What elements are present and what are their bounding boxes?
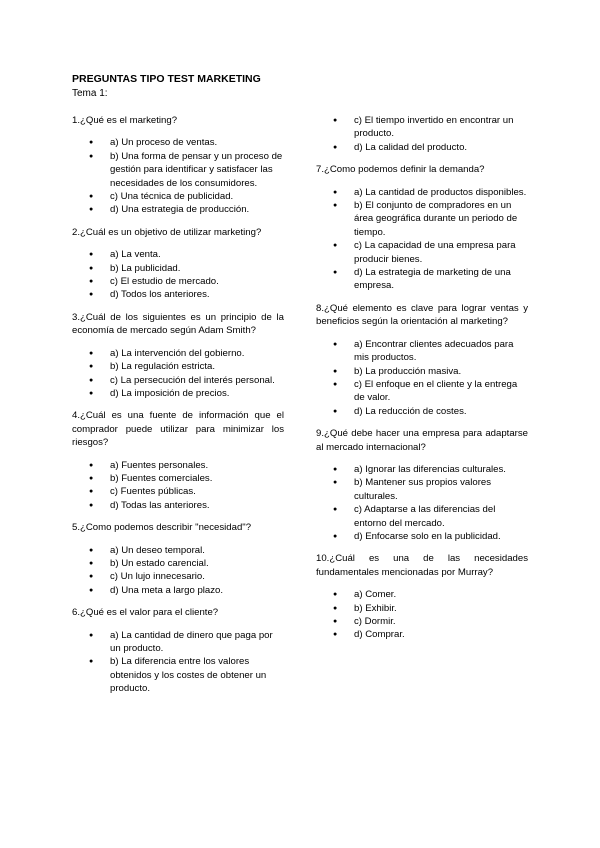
question-9-options [316,463,528,543]
question-2-options [72,248,284,302]
question-4: 4.¿Cuál es una fuente de información que el comprador puede utilizar para minimizar los riesgos? [72,410,284,449]
option: ● c) Fuentes públicas. [72,485,284,498]
question-10: 10.¿Cuál es una de las necesidades fundamentales mencionadas por Murray? [316,553,528,578]
option: ● a) La cantidad de dinero que paga por un producto. [72,629,284,656]
question-6: 6.¿Qué es el valor para el cliente? [72,607,219,619]
right-column [316,114,528,651]
question-6-options-continued [316,114,528,154]
option: ● c) El tiempo invertido en encontrar un producto. [316,114,528,141]
question-4-options [72,459,284,513]
page-title: PREGUNTAS TIPO TEST MARKETING [72,73,261,85]
option: ● d) Enfocarse solo en la publicidad. [316,530,528,543]
question-1-options [72,136,284,216]
option: ● d) Una meta a largo plazo. [72,584,284,597]
option: ● c) El enfoque en el cliente y la entrega de valor. [316,378,528,405]
option: ● b) Exhibir. [316,602,528,615]
question-8-options [316,338,528,418]
option: ● b) La diferencia entre los valores obtenidos y los costes de obtener un producto. [72,655,284,695]
option: ● d) Comprar. [316,628,528,641]
question-3: 3.¿Cuál de los siguientes es un principio de la economía de mercado según Adam Smith? [72,311,284,337]
option: ● b) Mantener sus propios valores culturales. [316,476,528,503]
option: ● b) La producción masiva. [316,365,528,378]
left-column [72,114,284,705]
option: ● b) Un estado carencial. [72,557,284,570]
option: ● a) Un deseo temporal. [72,544,284,557]
option: ● a) La intervención del gobierno. [72,347,284,360]
option: ● a) Un proceso de ventas. [72,136,284,149]
question-9: 9.¿Qué debe hacer una empresa para adaptarse al mercado internacional? [316,428,528,453]
option: ● a) Comer. [316,588,528,601]
option: ● c) Una técnica de publicidad. [72,190,284,203]
option: ● c) La capacidad de una empresa para producir bienes. [316,239,528,266]
option: ● d) Todas las anteriores. [72,499,284,512]
option: ● c) Dormir. [316,615,528,628]
option: ● c) Un lujo innecesario. [72,570,284,583]
option: ● a) La venta. [72,248,284,261]
option: ● c) El estudio de mercado. [72,275,284,288]
question-5: 5.¿Como podemos describir "necesidad"? [72,522,252,534]
option: ● b) Fuentes comerciales. [72,472,284,485]
option: ● b) Una forma de pensar y un proceso de gestión para identificar y satisfacer las necesidades de los consumidores. [72,150,284,190]
question-7-options [316,186,528,293]
option: ● d) La estrategia de marketing de una empresa. [316,266,528,293]
question-2: 2.¿Cuál es un objetivo de utilizar marketing? [72,226,262,238]
page-subtitle: Tema 1: [72,88,108,99]
question-8: 8.¿Qué elemento es clave para lograr ventas y beneficios según la orientación al marketing? [316,302,528,328]
question-10-options [316,588,528,642]
option: ● d) La imposición de precios. [72,387,284,400]
option: ● c) La persecución del interés personal. [72,374,284,387]
question-1: 1.¿Qué es el marketing? [72,115,178,126]
option: ● d) Una estrategia de producción. [72,203,284,216]
question-6-options [72,629,284,696]
option: ● d) La calidad del producto. [316,141,528,154]
option: ● b) La publicidad. [72,262,284,275]
option: ● a) Ignorar las diferencias culturales. [316,463,528,476]
option: ● a) Encontrar clientes adecuados para mis productos. [316,338,528,365]
option: ● d) Todos los anteriores. [72,288,284,301]
option: ● b) El conjunto de compradores en un área geográfica durante un periodo de tiempo. [316,199,528,239]
question-3-options [72,347,284,401]
option: ● d) La reducción de costes. [316,405,528,418]
question-7: 7.¿Como podemos definir la demanda? [316,164,485,176]
option: ● a) La cantidad de productos disponibles. [316,186,528,199]
option: ● b) La regulación estricta. [72,360,284,373]
option: ● c) Adaptarse a las diferencias del entorno del mercado. [316,503,528,530]
question-5-options [72,544,284,598]
option: ● a) Fuentes personales. [72,459,284,472]
